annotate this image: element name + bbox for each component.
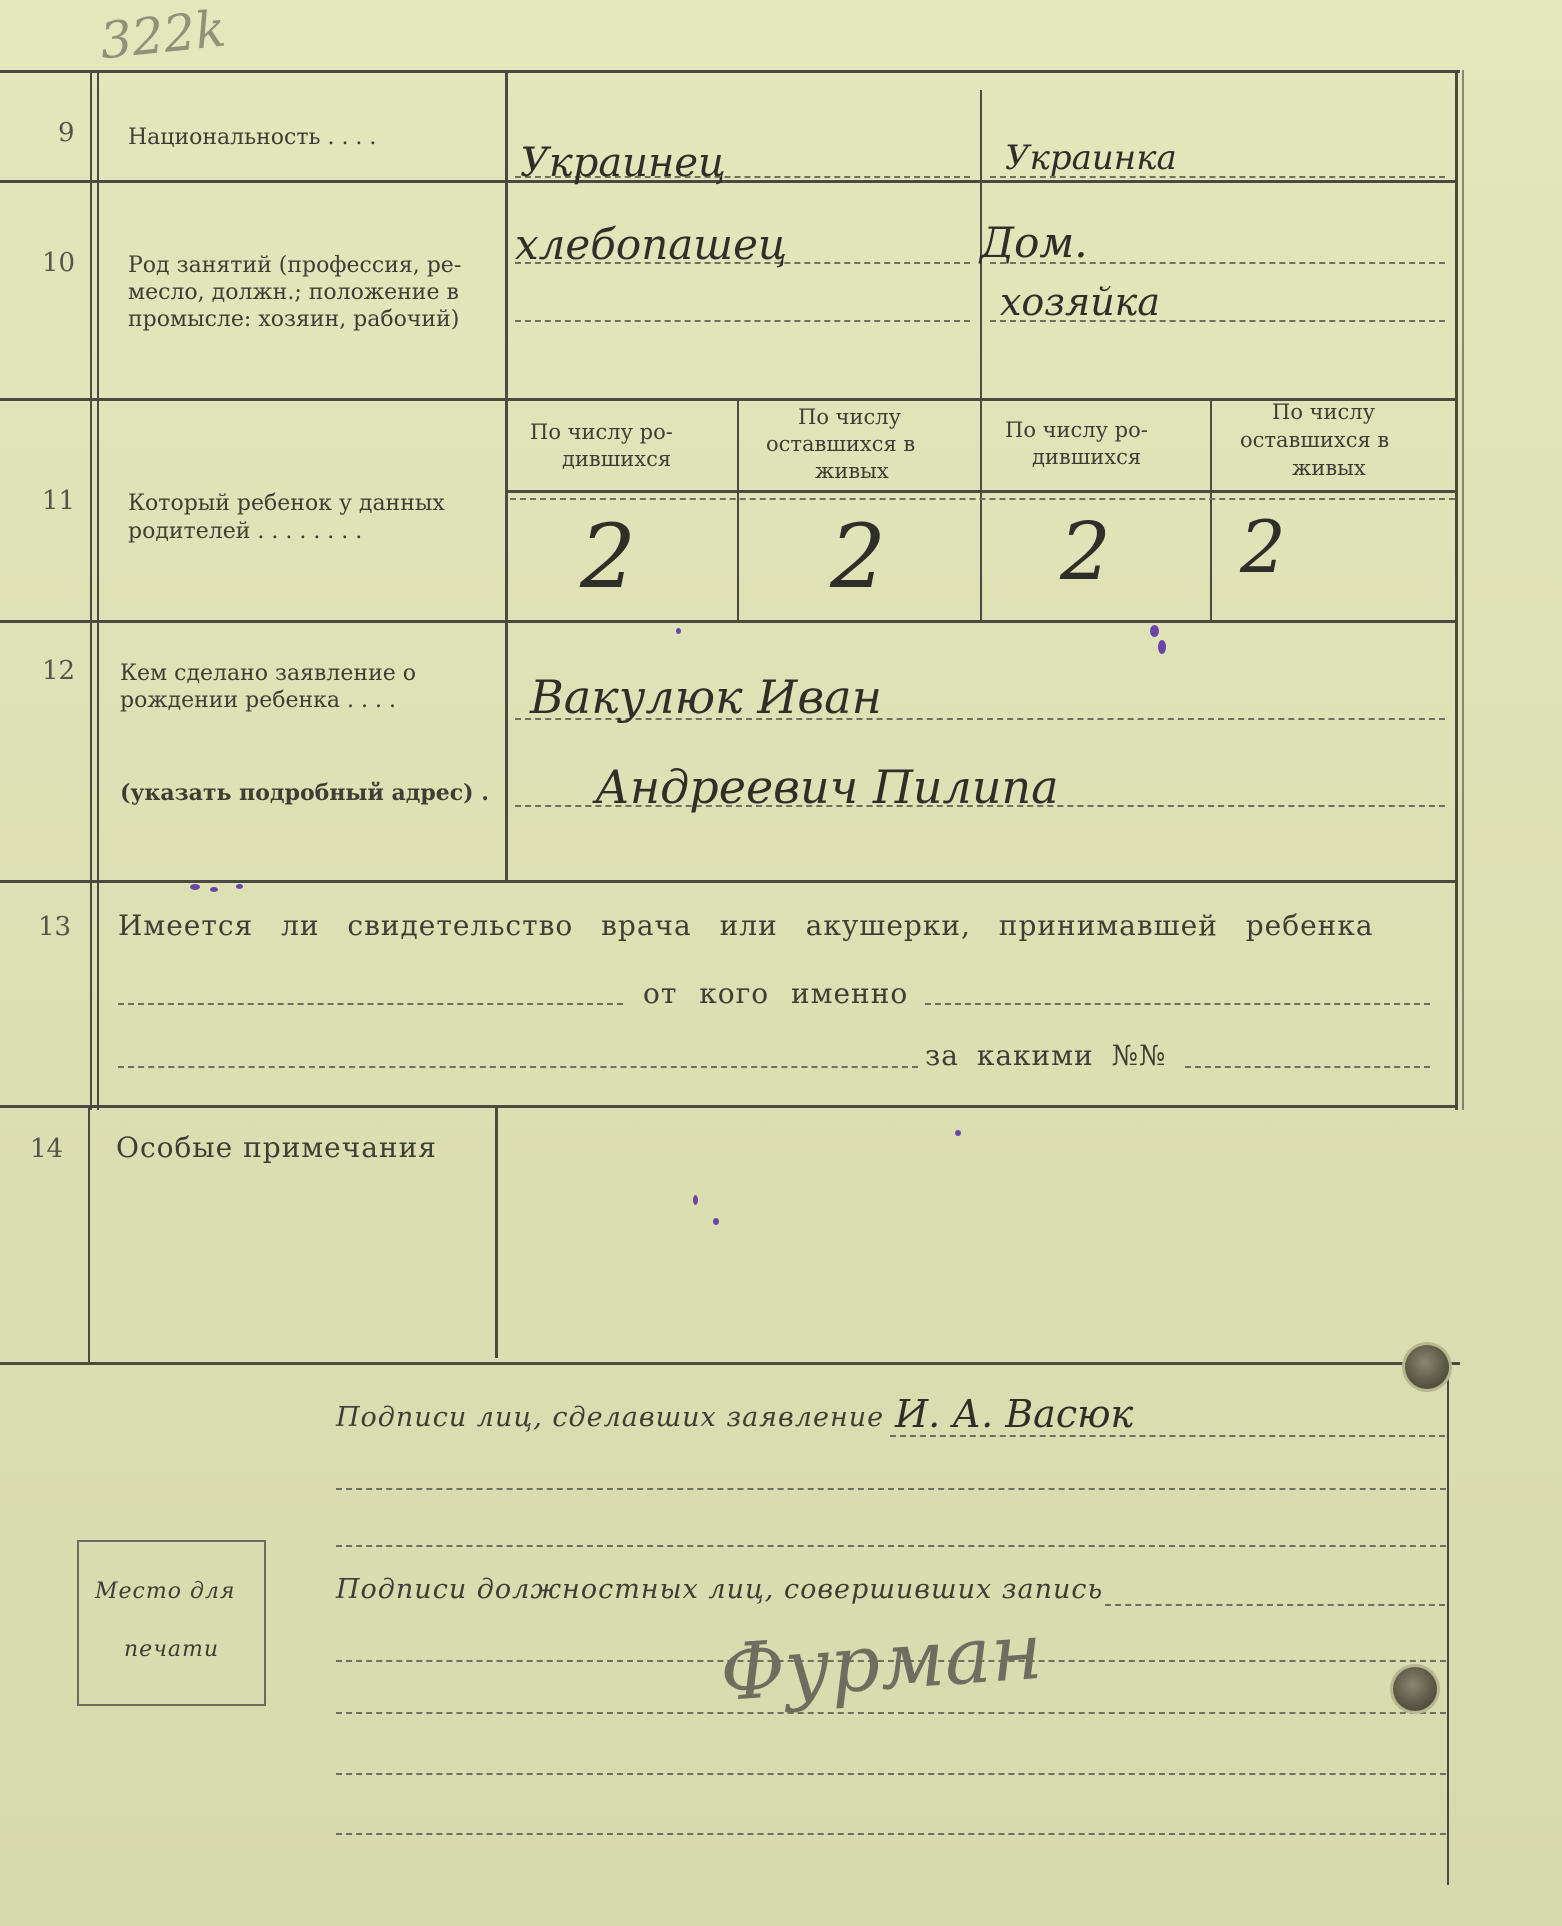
row-11-label-line-1: Который ребенок у данных (128, 491, 445, 516)
col-label-line-14 (495, 1105, 498, 1358)
r11-sub-header-dotline (510, 498, 1455, 500)
count-born-mother: 2 (1060, 505, 1111, 598)
official-signatures-label: Подписи должностных лиц, совершивших запись (336, 1574, 1104, 1605)
row-10-label-line-1: Род занятий (профессия, ре- (128, 253, 462, 278)
sig-line-2 (336, 1488, 1446, 1490)
row-9-number: 9 (58, 118, 75, 148)
r11-h2-line2: оставшихся в (766, 432, 916, 456)
r11-h3-line1: По числу ро- (1005, 418, 1148, 442)
row-13-line-1a (118, 1003, 623, 1005)
ink-speck (210, 887, 218, 892)
stamp-place-line-2: печати (124, 1637, 220, 1662)
row-sep-13-14 (0, 1105, 1458, 1108)
ink-speck (955, 1130, 961, 1136)
r11-h3-line2: дившихся (1032, 445, 1142, 469)
row-11-number: 11 (42, 486, 76, 516)
row-14-number: 14 (30, 1134, 64, 1164)
row-14-label: Особые примечания (116, 1131, 437, 1164)
table-right-border-outer (1462, 70, 1464, 1110)
row-9-label: Национальность . . . . (128, 125, 377, 150)
mother-occupation-1: Дом. (980, 218, 1088, 267)
col-mid-line (980, 90, 982, 620)
declarant-signatures-label: Подписи лиц, сделавших заявление (336, 1402, 885, 1433)
r11-sub-col-3 (1210, 398, 1212, 620)
row-12-label-line-1: Кем сделано заявление о (120, 661, 416, 686)
count-alive-mother: 2 (1240, 505, 1286, 589)
punch-hole-bottom (1393, 1667, 1437, 1711)
row-sep-12-13 (0, 880, 1458, 883)
row-12-label-line-2: рождении ребенка . . . . (120, 688, 396, 713)
declarant-address: Андреевич Пилипа (595, 760, 1059, 814)
sig-line-4 (1105, 1604, 1445, 1606)
ink-speck (1150, 625, 1159, 637)
ink-speck (713, 1218, 719, 1225)
col-number-line-b (97, 70, 99, 1110)
r11-sub-header-line (505, 490, 1458, 493)
ink-speck (1158, 640, 1166, 654)
row-13-question: Имеется ли свидетельство врача или акушерки, принимавшей ребенка (118, 909, 1374, 942)
row-10-line-2-father (515, 320, 970, 322)
mother-occupation-2: хозяйка (1000, 280, 1161, 324)
row-10-number: 10 (42, 248, 76, 278)
sig-line-3 (336, 1545, 1446, 1547)
official-signature: Фурман (717, 1606, 1046, 1720)
row-12-number: 12 (42, 656, 76, 686)
r11-h2-line3: живых (815, 459, 889, 483)
sig-line-6 (336, 1712, 1446, 1714)
ink-speck (693, 1195, 698, 1205)
row-12-address-label: (указать подробный адрес) . (120, 780, 489, 806)
declarant-name: Вакулюк Иван (530, 670, 882, 724)
declarant-signature: И. А. Васюк (895, 1392, 1134, 1436)
row-11-label-line-2: родителей . . . . . . . . (128, 519, 363, 544)
r11-sub-col-1 (737, 398, 739, 620)
r11-h4-line3: живых (1292, 456, 1366, 480)
col-number-line-a (90, 70, 92, 1110)
table-top-border (0, 70, 1460, 73)
table-bottom-border (0, 1362, 1460, 1365)
sig-line-7 (336, 1773, 1446, 1775)
table-right-border (1455, 70, 1458, 1110)
sig-line-1 (890, 1435, 1445, 1437)
stamp-place-line-1: Место для (95, 1579, 236, 1604)
row-13-line-1b (925, 1003, 1430, 1005)
sig-line-8 (336, 1833, 1446, 1835)
r11-h1-line1: По числу ро- (530, 420, 673, 444)
father-occupation: хлебопашец (515, 220, 788, 269)
count-born-father: 2 (580, 505, 636, 608)
col-label-line (505, 70, 508, 880)
row-13-which-nos: за какими №№ (925, 1039, 1167, 1072)
row-10-label-line-2: месло, должн.; положение в (128, 280, 459, 305)
punch-hole-top (1405, 1345, 1449, 1389)
ink-speck (676, 628, 681, 634)
ink-speck (236, 884, 243, 889)
mother-nationality: Украинка (1005, 138, 1177, 178)
r11-h2-line1: По числу (798, 405, 901, 429)
r11-h1-line2: дившихся (562, 447, 672, 471)
row-13-number: 13 (38, 912, 72, 942)
row-sep-9-10 (0, 180, 1458, 183)
count-alive-father: 2 (830, 505, 886, 608)
row-13-line-2a (118, 1066, 918, 1068)
row-10-label-line-3: промысле: хозяин, рабочий) (128, 307, 460, 332)
footer-right-border (1447, 1365, 1449, 1885)
father-nationality: Украинец (520, 140, 726, 186)
row-sep-10-11 (0, 398, 1458, 401)
col-number-line-14a (88, 1105, 90, 1362)
r11-h4-line1: По числу (1272, 400, 1375, 424)
stamp-place-box (77, 1540, 266, 1706)
row-13-from-whom: от кого именно (643, 977, 909, 1010)
ink-speck (190, 884, 200, 890)
row-sep-11-12 (0, 620, 1458, 623)
row-13-line-2b (1185, 1066, 1430, 1068)
r11-h4-line2: оставшихся в (1240, 428, 1390, 452)
folio-number: 322k (97, 0, 229, 71)
